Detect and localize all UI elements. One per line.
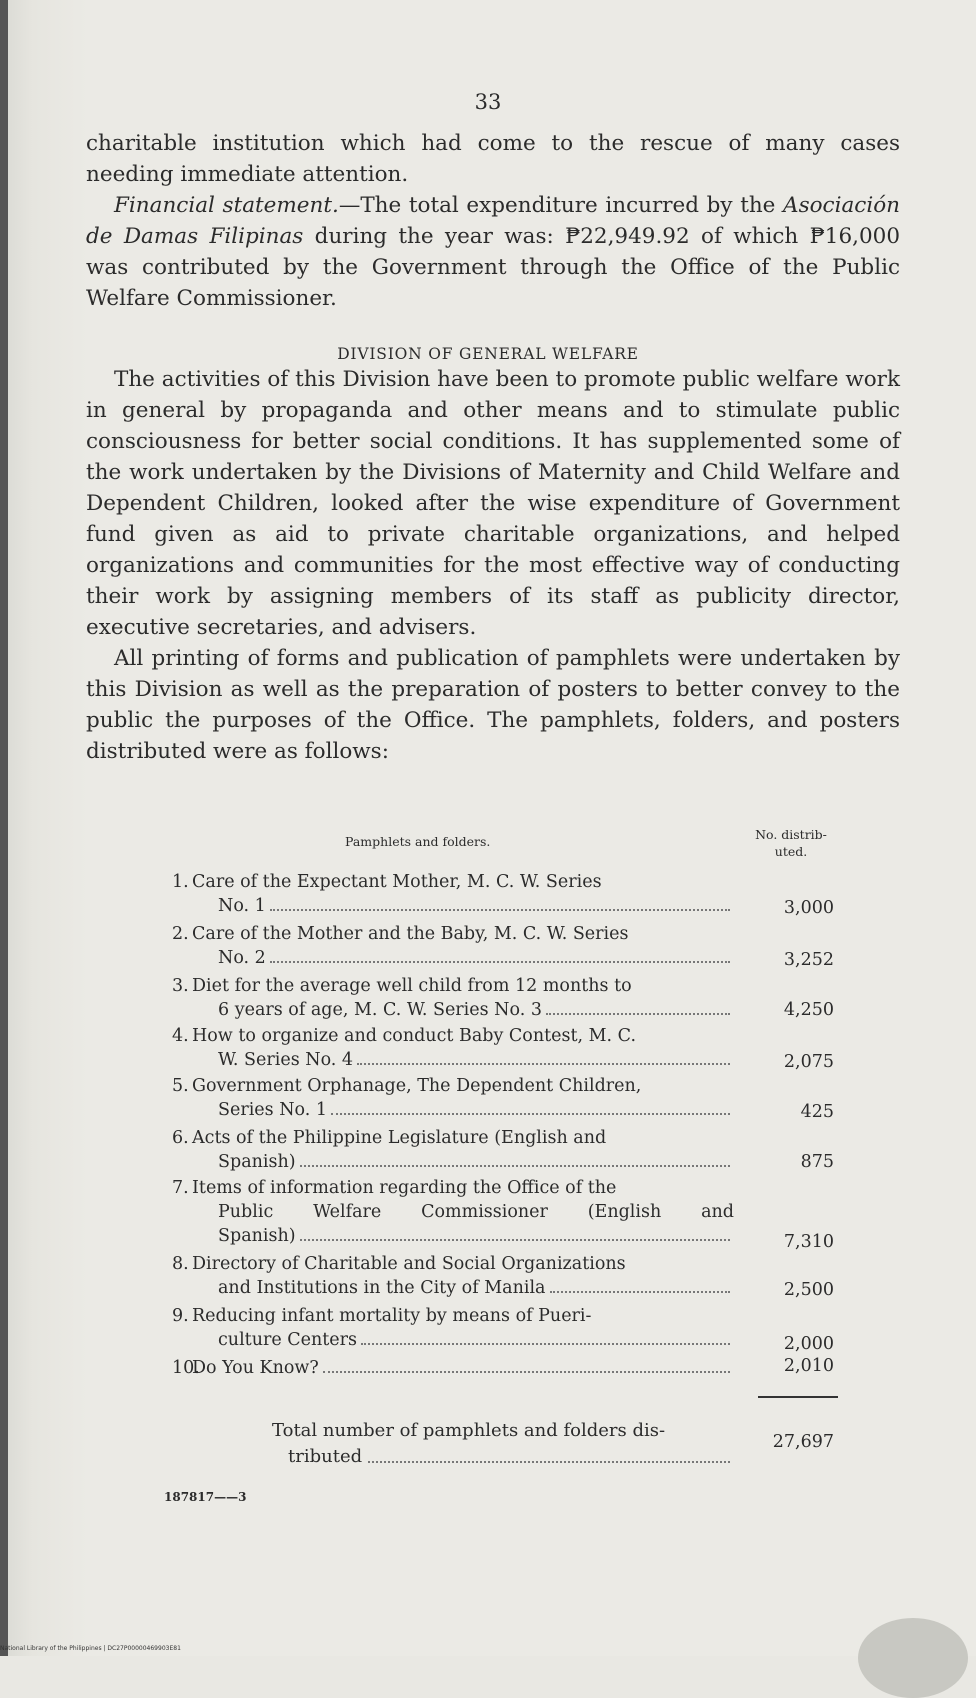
- body-text: [86, 364, 900, 767]
- row-value: 2,010: [783, 1356, 834, 1376]
- intro-paragraph-block: [86, 128, 900, 314]
- row-continuation-line: [172, 1200, 734, 1224]
- row-number: 8.: [172, 1254, 189, 1274]
- total-label-line-2: tributed: [288, 1446, 363, 1467]
- row-value: 3,000: [783, 898, 834, 918]
- row-first-line: [172, 1024, 734, 1048]
- dot-leader: [270, 894, 730, 911]
- row-number: 5.: [172, 1076, 189, 1096]
- financial-text-2: during the year was: ₱22,949.92 of which ₱16,000 was contributed by the Government through the Office of the Public Welfare Commissioner.: [86, 224, 900, 311]
- total-row: [272, 1418, 734, 1470]
- financial-text-1: —The total expenditure incurred by the: [338, 193, 784, 218]
- dot-leader: [361, 1328, 730, 1345]
- row-number: 10.: [172, 1358, 200, 1378]
- organization-name: Asociación de Damas Filipinas: [86, 193, 900, 249]
- row-continuation-line: [172, 1224, 734, 1248]
- row-title-continued: No. 2: [218, 948, 266, 968]
- total-value: 27,697: [772, 1432, 834, 1452]
- row-number: 6.: [172, 1128, 189, 1148]
- dot-leader: [270, 946, 730, 963]
- row-title-continued: 6 years of age, M. C. W. Series No. 3: [218, 1000, 542, 1020]
- dot-leader: [300, 1224, 730, 1241]
- row-value: 4,250: [783, 1000, 834, 1020]
- row-first-line: [172, 922, 734, 946]
- table-row: [172, 922, 734, 970]
- row-title: Directory of Charitable and Social Organizations: [192, 1254, 626, 1274]
- dot-leader: [546, 998, 730, 1015]
- row-number: 2.: [172, 924, 189, 944]
- table-row: [172, 1126, 734, 1174]
- table-row: [172, 1304, 734, 1352]
- row-first-line: [172, 1356, 734, 1380]
- row-title-continued: Spanish): [218, 1226, 296, 1246]
- row-value: 7,310: [783, 1232, 834, 1252]
- row-first-line: [172, 1304, 734, 1328]
- row-number: 4.: [172, 1026, 189, 1046]
- row-continuation-line: [172, 1150, 734, 1174]
- row-title: Items of information regarding the Office of the: [192, 1178, 617, 1198]
- row-title-continued: No. 1: [218, 896, 266, 916]
- row-title: Do You Know?: [192, 1358, 319, 1378]
- row-title: Care of the Mother and the Baby, M. C. W. Series: [192, 924, 629, 944]
- dot-leader: [300, 1150, 730, 1167]
- printing-paragraph: All printing of forms and publication of pamphlets were undertaken by this Division as well as the preparation of posters to better convey to the public the purposes of the Office. The pamphlets, folders, and posters distributed were as follows:: [86, 646, 900, 764]
- financial-paragraph: [86, 190, 900, 314]
- row-first-line: [172, 1252, 734, 1276]
- row-title: Care of the Expectant Mother, M. C. W. Series: [192, 872, 602, 892]
- row-value: 425: [800, 1102, 834, 1122]
- table-row: [172, 974, 734, 1022]
- total-label-line-1: Total number of pamphlets and folders dis-: [272, 1420, 666, 1441]
- row-title-continued: Series No. 1: [218, 1100, 328, 1120]
- table-header-pamphlets: Pamphlets and folders.: [345, 834, 491, 849]
- table-row: [172, 1074, 734, 1122]
- row-value: 875: [800, 1152, 834, 1172]
- total-label-line-2-wrap: [272, 1444, 734, 1470]
- scan-edge: [0, 0, 8, 1656]
- row-first-line: [172, 974, 734, 998]
- footer-code: 187817——3: [164, 1490, 247, 1504]
- row-continuation-line: [172, 946, 734, 970]
- table-row: [172, 1252, 734, 1300]
- row-continuation-line: [172, 1328, 734, 1352]
- row-title-continued: and Institutions in the City of Manila: [218, 1278, 546, 1298]
- row-first-line: [172, 1126, 734, 1150]
- table-row: [172, 1356, 734, 1380]
- page-number: 33: [474, 90, 502, 114]
- row-number: 9.: [172, 1306, 189, 1326]
- row-first-line: [172, 1074, 734, 1098]
- dot-leader: [323, 1356, 730, 1373]
- table-row: [172, 1176, 734, 1248]
- row-value: 3,252: [783, 950, 834, 970]
- row-title: Government Orphanage, The Dependent Children,: [192, 1076, 642, 1096]
- section-heading: DIVISION OF GENERAL WELFARE: [337, 345, 639, 363]
- row-title: Reducing infant mortality by means of Pueri-: [192, 1306, 592, 1326]
- row-number: 3.: [172, 976, 189, 996]
- row-title: Acts of the Philippine Legislature (English and: [192, 1128, 607, 1148]
- row-continuation-line: [172, 1098, 734, 1122]
- header-line-2: uted.: [774, 844, 808, 859]
- intro-paragraph: charitable institution which had come to the rescue of many cases needing immediate attention.: [86, 131, 900, 187]
- dot-leader: [357, 1048, 730, 1065]
- header-line-1: No. distrib-: [755, 827, 827, 842]
- table-row: [172, 1024, 734, 1072]
- dot-leader: [331, 1098, 730, 1115]
- table-header-distributed: [748, 826, 834, 860]
- page-corner: [858, 1618, 968, 1698]
- financial-label: Financial statement.: [114, 193, 339, 218]
- credit-line: National Library of the Philippines | DC27P00000469903E81: [0, 1645, 181, 1652]
- row-title-continued: W. Series No. 4: [218, 1050, 354, 1070]
- row-value: 2,075: [783, 1052, 834, 1072]
- row-title-continued: Public Welfare Commissioner (English and: [218, 1202, 734, 1222]
- row-number: 1.: [172, 872, 189, 892]
- row-title: Diet for the average well child from 12 months to: [192, 976, 632, 996]
- row-first-line: [172, 870, 734, 894]
- dot-leader: [368, 1444, 730, 1463]
- row-continuation-line: [172, 1276, 734, 1300]
- row-title-continued: Spanish): [218, 1152, 296, 1172]
- row-value: 2,000: [783, 1334, 834, 1354]
- row-first-line: [172, 1176, 734, 1200]
- row-continuation-line: [172, 894, 734, 918]
- row-number: 7.: [172, 1178, 189, 1198]
- table-row: [172, 870, 734, 918]
- row-value: 2,500: [783, 1280, 834, 1300]
- dot-leader: [550, 1276, 731, 1293]
- row-title: How to organize and conduct Baby Contest, M. C.: [192, 1026, 637, 1046]
- row-continuation-line: [172, 998, 734, 1022]
- row-title-continued: culture Centers: [218, 1330, 358, 1350]
- row-continuation-line: [172, 1048, 734, 1072]
- activities-paragraph: The activities of this Division have been to promote public welfare work in general by propaganda and other means and to stimulate public consciousness for better social conditions. It has supplemented some of the work undertaken by the Divisions of Maternity and Child Welfare and Dependent Children, looked after the wise expenditure of Government fund given as aid to private charitable organizations, and helped organizations and communities for the most effective way of conducting their work by assigning members of its staff as publicity director, executive secretaries, and advisers.: [86, 367, 900, 640]
- total-rule: [758, 1396, 838, 1398]
